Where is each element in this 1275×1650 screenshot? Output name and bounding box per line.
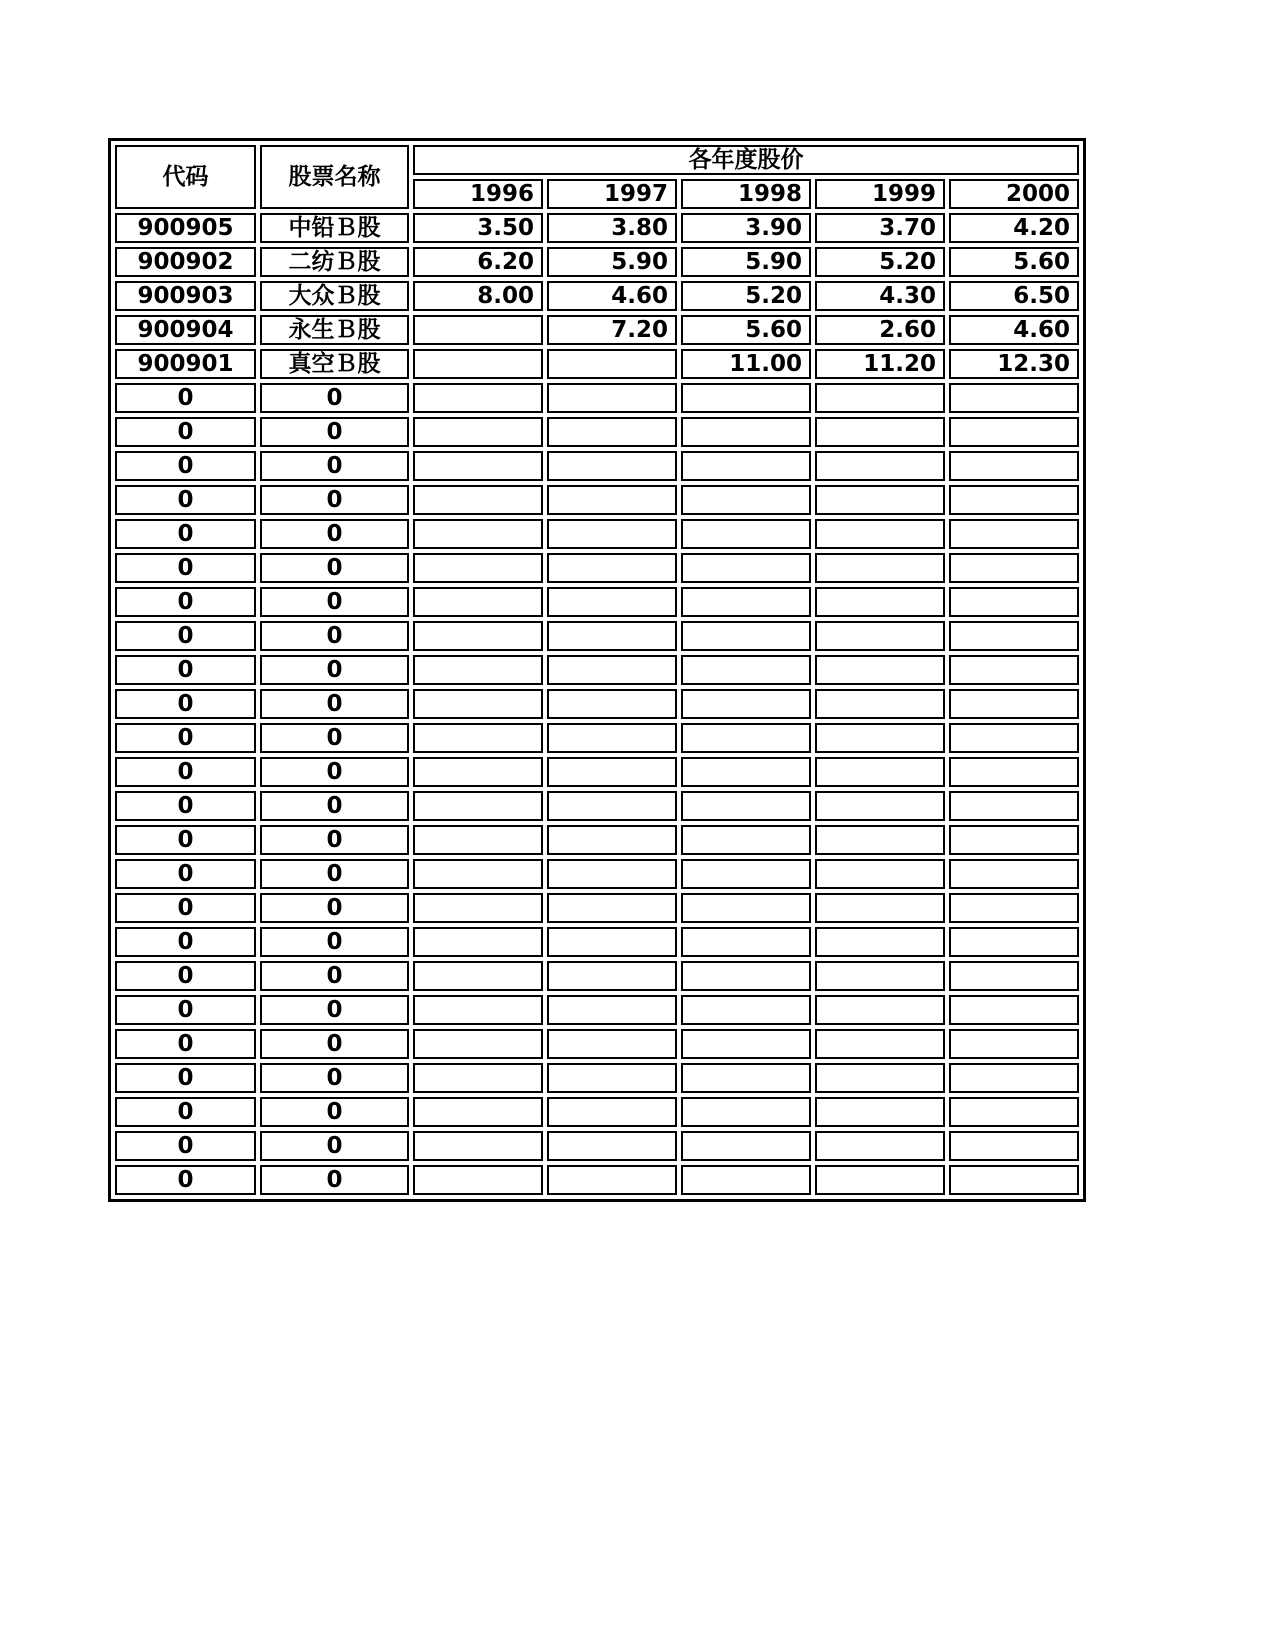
- cell-price-1997: [547, 1131, 677, 1161]
- header-year-1999: 1999: [815, 179, 945, 209]
- cell-price-1996: [413, 825, 543, 855]
- cell-stock-code: 0: [115, 417, 256, 447]
- cell-price-2000: [949, 451, 1079, 481]
- table-row: [115, 587, 1079, 617]
- cell-price-1998: [681, 621, 811, 651]
- cell-price-1998: [681, 1165, 811, 1195]
- cell-price-1996: [413, 689, 543, 719]
- cell-price-1996: [413, 519, 543, 549]
- cell-price-1999: [815, 451, 945, 481]
- cell-price-1998: [681, 723, 811, 753]
- cell-price-1999: 4.30: [815, 281, 945, 311]
- cell-price-2000: [949, 757, 1079, 787]
- cell-price-2000: [949, 893, 1079, 923]
- header-yearly-price-group: 各年度股价: [413, 145, 1079, 175]
- cell-price-1996: [413, 621, 543, 651]
- cell-stock-name: 永生Ｂ股: [260, 315, 409, 345]
- header-year-1996: 1996: [413, 179, 543, 209]
- cell-price-1998: 5.20: [681, 281, 811, 311]
- cell-stock-name: 0: [260, 1165, 409, 1195]
- cell-stock-name: 0: [260, 961, 409, 991]
- cell-price-1997: [547, 553, 677, 583]
- cell-price-1996: 8.00: [413, 281, 543, 311]
- cell-price-1996: [413, 1029, 543, 1059]
- cell-price-1997: [547, 1097, 677, 1127]
- cell-price-1996: [413, 417, 543, 447]
- header-code: 代码: [115, 145, 256, 209]
- cell-price-2000: [949, 723, 1079, 753]
- cell-price-1999: [815, 1131, 945, 1161]
- cell-stock-code: 0: [115, 927, 256, 957]
- cell-stock-code: 0: [115, 723, 256, 753]
- cell-price-1998: [681, 1029, 811, 1059]
- cell-price-1999: [815, 961, 945, 991]
- table-row: [115, 791, 1079, 821]
- cell-price-2000: [949, 859, 1079, 889]
- cell-price-1997: [547, 655, 677, 685]
- cell-price-1999: [815, 485, 945, 515]
- cell-price-1996: [413, 1097, 543, 1127]
- cell-stock-name: 真空Ｂ股: [260, 349, 409, 379]
- cell-price-2000: [949, 655, 1079, 685]
- cell-price-1999: [815, 689, 945, 719]
- header-row-group: [115, 145, 1079, 175]
- cell-stock-name: 0: [260, 383, 409, 413]
- table-row: [115, 655, 1079, 685]
- cell-stock-code: 900902: [115, 247, 256, 277]
- cell-price-1998: [681, 383, 811, 413]
- cell-stock-name: 中铅Ｂ股: [260, 213, 409, 243]
- cell-price-1997: 3.80: [547, 213, 677, 243]
- cell-price-1996: 6.20: [413, 247, 543, 277]
- cell-stock-code: 0: [115, 519, 256, 549]
- cell-stock-code: 0: [115, 961, 256, 991]
- cell-price-1997: [547, 1063, 677, 1093]
- cell-stock-name: 0: [260, 1097, 409, 1127]
- cell-price-1998: [681, 791, 811, 821]
- cell-price-1999: 11.20: [815, 349, 945, 379]
- table-row: [115, 995, 1079, 1025]
- cell-stock-code: 0: [115, 893, 256, 923]
- cell-stock-code: 0: [115, 553, 256, 583]
- cell-price-1997: [547, 485, 677, 515]
- cell-price-1999: [815, 1097, 945, 1127]
- cell-stock-name: 0: [260, 485, 409, 515]
- cell-price-1998: [681, 519, 811, 549]
- table-row: [115, 621, 1079, 651]
- cell-price-1997: [547, 689, 677, 719]
- cell-stock-code: 0: [115, 791, 256, 821]
- cell-price-1996: [413, 349, 543, 379]
- cell-stock-code: 0: [115, 689, 256, 719]
- header-stock-name: 股票名称: [260, 145, 409, 209]
- cell-price-1997: [547, 1029, 677, 1059]
- table-row: [115, 281, 1079, 311]
- cell-stock-name: 0: [260, 1131, 409, 1161]
- table-row: [115, 247, 1079, 277]
- cell-price-1996: [413, 791, 543, 821]
- cell-stock-code: 0: [115, 383, 256, 413]
- cell-price-1997: [547, 893, 677, 923]
- cell-price-1997: [547, 791, 677, 821]
- table-row: [115, 213, 1079, 243]
- cell-stock-name: 0: [260, 451, 409, 481]
- cell-stock-name: 0: [260, 757, 409, 787]
- table-row: [115, 315, 1079, 345]
- cell-price-1999: [815, 383, 945, 413]
- table-row: [115, 349, 1079, 379]
- cell-price-1996: [413, 1165, 543, 1195]
- cell-price-1998: [681, 859, 811, 889]
- cell-stock-name: 0: [260, 689, 409, 719]
- cell-stock-name: 0: [260, 1063, 409, 1093]
- cell-stock-name: 0: [260, 893, 409, 923]
- cell-stock-code: 0: [115, 451, 256, 481]
- cell-price-1997: [547, 859, 677, 889]
- cell-price-1999: 5.20: [815, 247, 945, 277]
- table-row: [115, 1165, 1079, 1195]
- cell-price-1999: [815, 825, 945, 855]
- cell-price-2000: [949, 1063, 1079, 1093]
- cell-price-1999: [815, 621, 945, 651]
- cell-price-2000: [949, 1029, 1079, 1059]
- cell-price-1999: [815, 791, 945, 821]
- table-row: [115, 383, 1079, 413]
- cell-price-1999: [815, 1029, 945, 1059]
- cell-price-1998: [681, 417, 811, 447]
- cell-stock-name: 二纺Ｂ股: [260, 247, 409, 277]
- cell-price-1998: [681, 961, 811, 991]
- cell-price-2000: [949, 961, 1079, 991]
- table-row: [115, 451, 1079, 481]
- cell-price-1999: [815, 723, 945, 753]
- cell-price-2000: 12.30: [949, 349, 1079, 379]
- cell-price-1996: [413, 315, 543, 345]
- cell-price-1996: [413, 451, 543, 481]
- cell-stock-name: 0: [260, 1029, 409, 1059]
- cell-price-2000: [949, 519, 1079, 549]
- header-year-1997: 1997: [547, 179, 677, 209]
- cell-price-1996: [413, 859, 543, 889]
- table-row: [115, 927, 1079, 957]
- cell-stock-code: 0: [115, 587, 256, 617]
- cell-stock-code: 0: [115, 859, 256, 889]
- cell-price-1999: [815, 927, 945, 957]
- cell-price-1998: [681, 927, 811, 957]
- cell-price-2000: [949, 1097, 1079, 1127]
- cell-price-1996: [413, 961, 543, 991]
- cell-price-1996: [413, 553, 543, 583]
- table-row: [115, 1063, 1079, 1093]
- cell-price-1997: [547, 961, 677, 991]
- cell-price-1997: [547, 1165, 677, 1195]
- cell-stock-code: 0: [115, 825, 256, 855]
- cell-price-1998: [681, 893, 811, 923]
- cell-price-2000: [949, 791, 1079, 821]
- cell-price-1999: [815, 893, 945, 923]
- cell-stock-name: 0: [260, 621, 409, 651]
- cell-price-1997: [547, 757, 677, 787]
- cell-price-1998: [681, 451, 811, 481]
- cell-price-1998: [681, 553, 811, 583]
- cell-price-1997: [547, 927, 677, 957]
- cell-price-1997: [547, 519, 677, 549]
- cell-price-1999: [815, 859, 945, 889]
- cell-price-1999: [815, 1063, 945, 1093]
- cell-price-1996: [413, 655, 543, 685]
- cell-price-1997: [547, 383, 677, 413]
- cell-price-1996: [413, 383, 543, 413]
- header-year-2000: 2000: [949, 179, 1079, 209]
- table-row: [115, 961, 1079, 991]
- cell-stock-name: 0: [260, 417, 409, 447]
- table-row: [115, 825, 1079, 855]
- cell-stock-code: 0: [115, 621, 256, 651]
- cell-price-1996: [413, 1063, 543, 1093]
- table-row: [115, 893, 1079, 923]
- cell-price-1996: [413, 927, 543, 957]
- table-row: [115, 1029, 1079, 1059]
- cell-price-1998: [681, 1063, 811, 1093]
- table-body: [115, 213, 1079, 1195]
- cell-price-1998: [681, 1131, 811, 1161]
- cell-stock-code: 0: [115, 1063, 256, 1093]
- cell-price-1996: 3.50: [413, 213, 543, 243]
- cell-price-2000: [949, 553, 1079, 583]
- cell-stock-name: 大众Ｂ股: [260, 281, 409, 311]
- cell-stock-code: 0: [115, 1097, 256, 1127]
- cell-price-1996: [413, 995, 543, 1025]
- cell-price-2000: [949, 825, 1079, 855]
- cell-price-1998: [681, 1097, 811, 1127]
- cell-price-2000: [949, 485, 1079, 515]
- cell-price-1999: [815, 655, 945, 685]
- cell-stock-name: 0: [260, 791, 409, 821]
- cell-price-1998: [681, 485, 811, 515]
- cell-stock-code: 900901: [115, 349, 256, 379]
- cell-price-1996: [413, 485, 543, 515]
- cell-price-1999: [815, 553, 945, 583]
- cell-price-1998: [681, 757, 811, 787]
- table-header: [115, 145, 1079, 209]
- table-row: [115, 1131, 1079, 1161]
- cell-price-2000: 5.60: [949, 247, 1079, 277]
- cell-stock-name: 0: [260, 553, 409, 583]
- cell-price-1999: [815, 757, 945, 787]
- table-row: [115, 417, 1079, 447]
- table-row: [115, 519, 1079, 549]
- cell-price-1998: 5.90: [681, 247, 811, 277]
- cell-price-2000: [949, 927, 1079, 957]
- table-row: [115, 553, 1079, 583]
- cell-stock-code: 0: [115, 655, 256, 685]
- cell-stock-name: 0: [260, 587, 409, 617]
- cell-price-1996: [413, 893, 543, 923]
- cell-stock-code: 900904: [115, 315, 256, 345]
- cell-price-1998: 11.00: [681, 349, 811, 379]
- cell-stock-name: 0: [260, 723, 409, 753]
- cell-stock-code: 0: [115, 995, 256, 1025]
- table-row: [115, 723, 1079, 753]
- cell-stock-code: 0: [115, 1165, 256, 1195]
- cell-price-1998: [681, 587, 811, 617]
- cell-stock-code: 0: [115, 485, 256, 515]
- cell-stock-name: 0: [260, 825, 409, 855]
- cell-price-1997: 7.20: [547, 315, 677, 345]
- cell-price-1998: [681, 825, 811, 855]
- cell-price-1997: [547, 417, 677, 447]
- cell-price-1998: [681, 655, 811, 685]
- cell-price-2000: [949, 995, 1079, 1025]
- cell-stock-name: 0: [260, 927, 409, 957]
- cell-price-2000: [949, 621, 1079, 651]
- cell-price-1997: [547, 723, 677, 753]
- cell-stock-code: 900905: [115, 213, 256, 243]
- table-row: [115, 757, 1079, 787]
- cell-price-2000: [949, 383, 1079, 413]
- cell-price-1999: [815, 519, 945, 549]
- cell-stock-code: 0: [115, 1131, 256, 1161]
- cell-price-1998: 5.60: [681, 315, 811, 345]
- stock-price-grid: [111, 141, 1083, 1199]
- table-row: [115, 859, 1079, 889]
- cell-price-1998: [681, 995, 811, 1025]
- table-row: [115, 485, 1079, 515]
- cell-price-1999: [815, 1165, 945, 1195]
- table-row: [115, 689, 1079, 719]
- cell-price-1999: [815, 417, 945, 447]
- cell-stock-name: 0: [260, 655, 409, 685]
- cell-price-1997: [547, 825, 677, 855]
- cell-price-1997: 4.60: [547, 281, 677, 311]
- cell-price-1997: [547, 451, 677, 481]
- cell-price-1999: 3.70: [815, 213, 945, 243]
- cell-price-2000: 6.50: [949, 281, 1079, 311]
- cell-price-2000: [949, 1131, 1079, 1161]
- cell-price-1996: [413, 587, 543, 617]
- cell-price-2000: 4.60: [949, 315, 1079, 345]
- cell-price-1997: [547, 621, 677, 651]
- cell-stock-code: 900903: [115, 281, 256, 311]
- cell-price-1997: 5.90: [547, 247, 677, 277]
- cell-price-1999: [815, 995, 945, 1025]
- cell-price-1999: [815, 587, 945, 617]
- cell-price-1996: [413, 757, 543, 787]
- cell-price-1998: 3.90: [681, 213, 811, 243]
- table-row: [115, 1097, 1079, 1127]
- cell-price-2000: 4.20: [949, 213, 1079, 243]
- cell-stock-name: 0: [260, 995, 409, 1025]
- cell-price-1997: [547, 587, 677, 617]
- header-year-1998: 1998: [681, 179, 811, 209]
- cell-price-2000: [949, 587, 1079, 617]
- cell-price-2000: [949, 689, 1079, 719]
- cell-price-2000: [949, 1165, 1079, 1195]
- cell-stock-name: 0: [260, 859, 409, 889]
- cell-price-1996: [413, 1131, 543, 1161]
- cell-price-1999: 2.60: [815, 315, 945, 345]
- cell-stock-code: 0: [115, 757, 256, 787]
- cell-price-1997: [547, 995, 677, 1025]
- cell-price-1996: [413, 723, 543, 753]
- cell-price-2000: [949, 417, 1079, 447]
- cell-price-1997: [547, 349, 677, 379]
- cell-stock-code: 0: [115, 1029, 256, 1059]
- cell-price-1998: [681, 689, 811, 719]
- cell-stock-name: 0: [260, 519, 409, 549]
- stock-price-table: [108, 138, 1086, 1202]
